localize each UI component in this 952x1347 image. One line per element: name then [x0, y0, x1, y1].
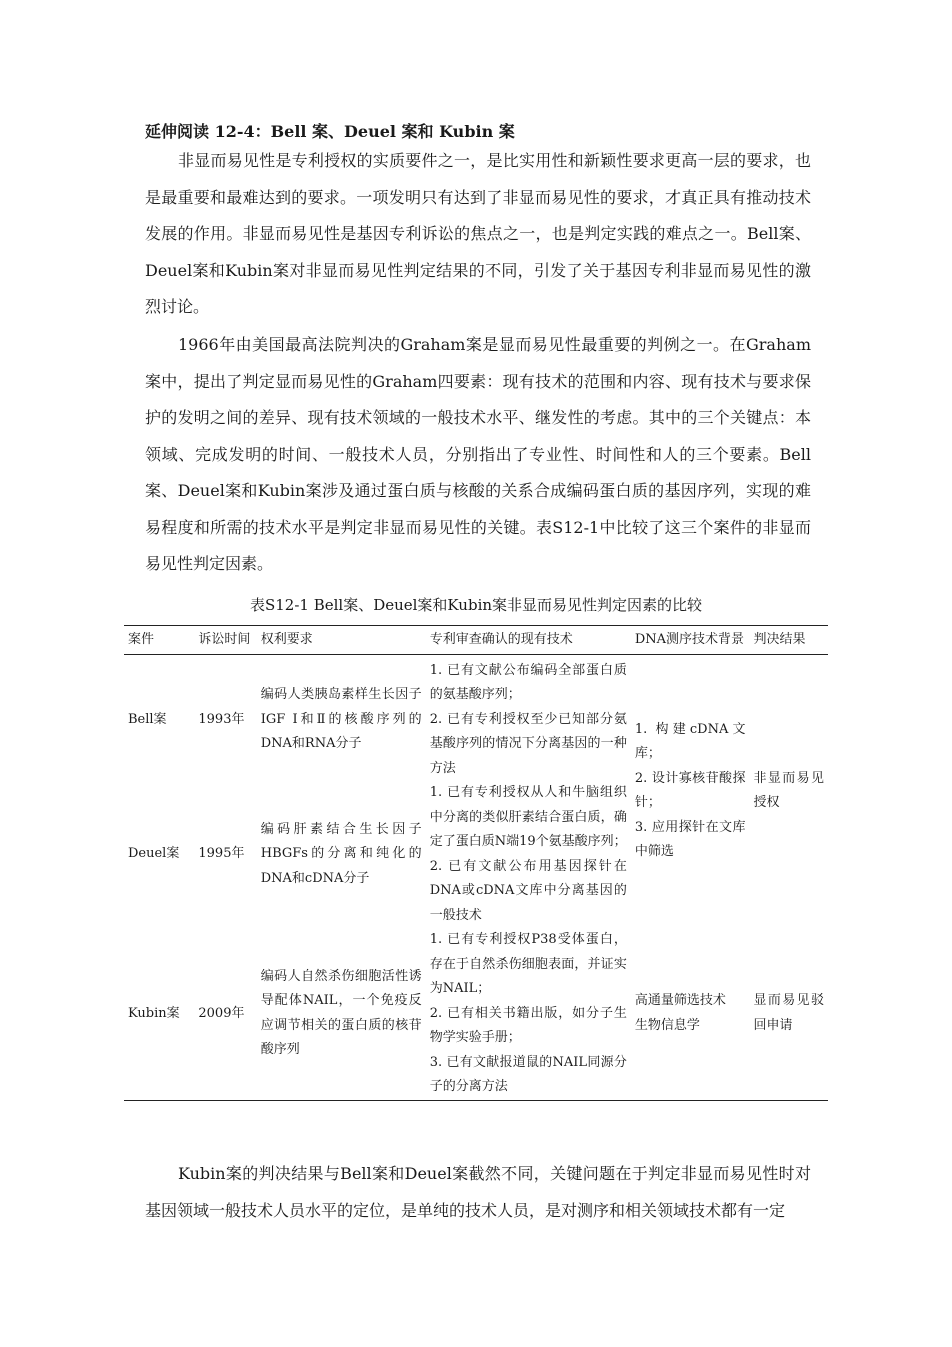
paragraph-graham: 1966年由美国最高法院判决的Graham案是显而易见性最重要的判例之一。在Graham案中，提出了判定显而易见性的Graham四要素：现有技术的范围和内容、现有技术与要求保护的发明之间的差异、现有技术领域的一般技术水平、继发性的考虑。其中的三个关键点：本领域、完成发明的时间、一般技术人员，分别指出了专业性、时间性和人的三个要素。Bell案、Deuel案和Kubin案涉及通过蛋白质与核酸的关系合成编码蛋白质的基因序列，实现的难易程度和所需的技术水平是判定非显而易见性的关键。表S12-1中比较了这三个案件的非显而易见性判定因素。 [145, 335, 811, 573]
table-row [124, 928, 828, 1100]
header-case: 案件 [128, 632, 155, 647]
cell-time: 1993年 [198, 711, 245, 727]
paragraph-kubin: Kubin案的判决结果与Bell案和Deuel案截然不同，关键问题在于判定非显而易见性时对基因领域一般技术人员水平的定位，是单纯的技术人员，是对测序和相关领域技术都有一定 [145, 1164, 811, 1220]
cell-dna-background [631, 654, 750, 928]
header-dna-background: DNA测序技术背景 [634, 632, 745, 647]
prior-art-item: 2. 已有相关书籍出版，如分子生物学实验手册； [429, 1005, 627, 1045]
header-result: 判决结果 [753, 632, 806, 647]
table-row [124, 654, 828, 781]
prior-art-item: 3. 已有文献报道鼠的NAIL同源分子的分离方法 [429, 1054, 627, 1094]
cell-case: Kubin案 [128, 1005, 180, 1021]
prior-art-item: 1. 已有专利授权从人和牛脑组织中分离的类似肝素结合蛋白质，确定了蛋白质N端19个氨基酸序列； [429, 785, 627, 849]
dna-background-item: 3. 应用探针在文库中筛选 [634, 819, 746, 860]
cell-prior-art [426, 928, 631, 1100]
dna-background-item: 生物信息学 [634, 1017, 700, 1033]
cell-dna-background [631, 928, 750, 1100]
prior-art-item: 1. 已有专利授权P38受体蛋白，存在于自然杀伤细胞表面，并证实为NAIL； [429, 932, 627, 996]
table-header-row [124, 626, 828, 655]
cell-case: Bell案 [128, 711, 167, 727]
cell-time: 1995年 [198, 846, 245, 862]
header-claim: 权利要求 [260, 632, 313, 647]
cell-result: 显而易见驳回申请 [753, 993, 824, 1033]
comparison-table [124, 625, 828, 1101]
cell-claim: 编码人自然杀伤细胞活性诱导配体NAIL，一个免疫反应调节相关的蛋白质的核苷酸序列 [260, 968, 422, 1058]
prior-art-item: 2. 已有专利授权至少已知部分氨基酸序列的情况下分离基因的一种方法 [429, 711, 627, 776]
prior-art-item: 1. 已有文献公布编码全部蛋白质的氨基酸序列； [429, 662, 627, 702]
cell-prior-art [426, 781, 631, 928]
dna-background-item: 高通量筛选技术 [634, 993, 726, 1009]
header-time: 诉讼时间 [198, 632, 251, 647]
cell-case: Deuel案 [128, 846, 180, 862]
cell-result: 非显而易见授权 [753, 770, 824, 811]
paragraph-intro: 非显而易见性是专利授权的实质要件之一，是比实用性和新颖性要求更高一层的要求，也是最重要和最难达到的要求。一项发明只有达到了非显而易见性的要求，才真正具有推动技术发展的作用。非显而易见性是基因专利诉讼的焦点之一，也是判定实践的难点之一。Bell案、Deuel案和Kubin案对非显而易见性判定结果的不同，引发了关于基因专利非显而易见性的激烈讨论。 [145, 151, 811, 316]
cell-claim: 编码肝素结合生长因子HBGFs的分离和纯化的DNA和cDNA分子 [260, 821, 422, 886]
table-caption: 表S12-1 Bell案、Deuel案和Kubin案非显而易见性判定因素的比较 [249, 596, 703, 614]
cell-claim: 编码人类胰岛素样生长因子IGF Ⅰ和Ⅱ的核酸序列的DNA和RNA分子 [260, 687, 422, 751]
cell-prior-art [426, 654, 631, 781]
cell-time: 2009年 [198, 1005, 245, 1021]
section-heading: 延伸阅读 12-4：Bell 案、Deuel 案和 Kubin 案 [145, 122, 515, 141]
dna-background-item: 2. 设计寡核苷酸探针； [634, 770, 746, 811]
header-prior-art: 专利审查确认的现有技术 [429, 632, 573, 647]
prior-art-item: 2. 已有文献公布用基因探针在DNA或cDNA文库中分离基因的一般技术 [429, 858, 627, 923]
dna-background-item: 1. 构建cDNA文库； [634, 721, 746, 762]
